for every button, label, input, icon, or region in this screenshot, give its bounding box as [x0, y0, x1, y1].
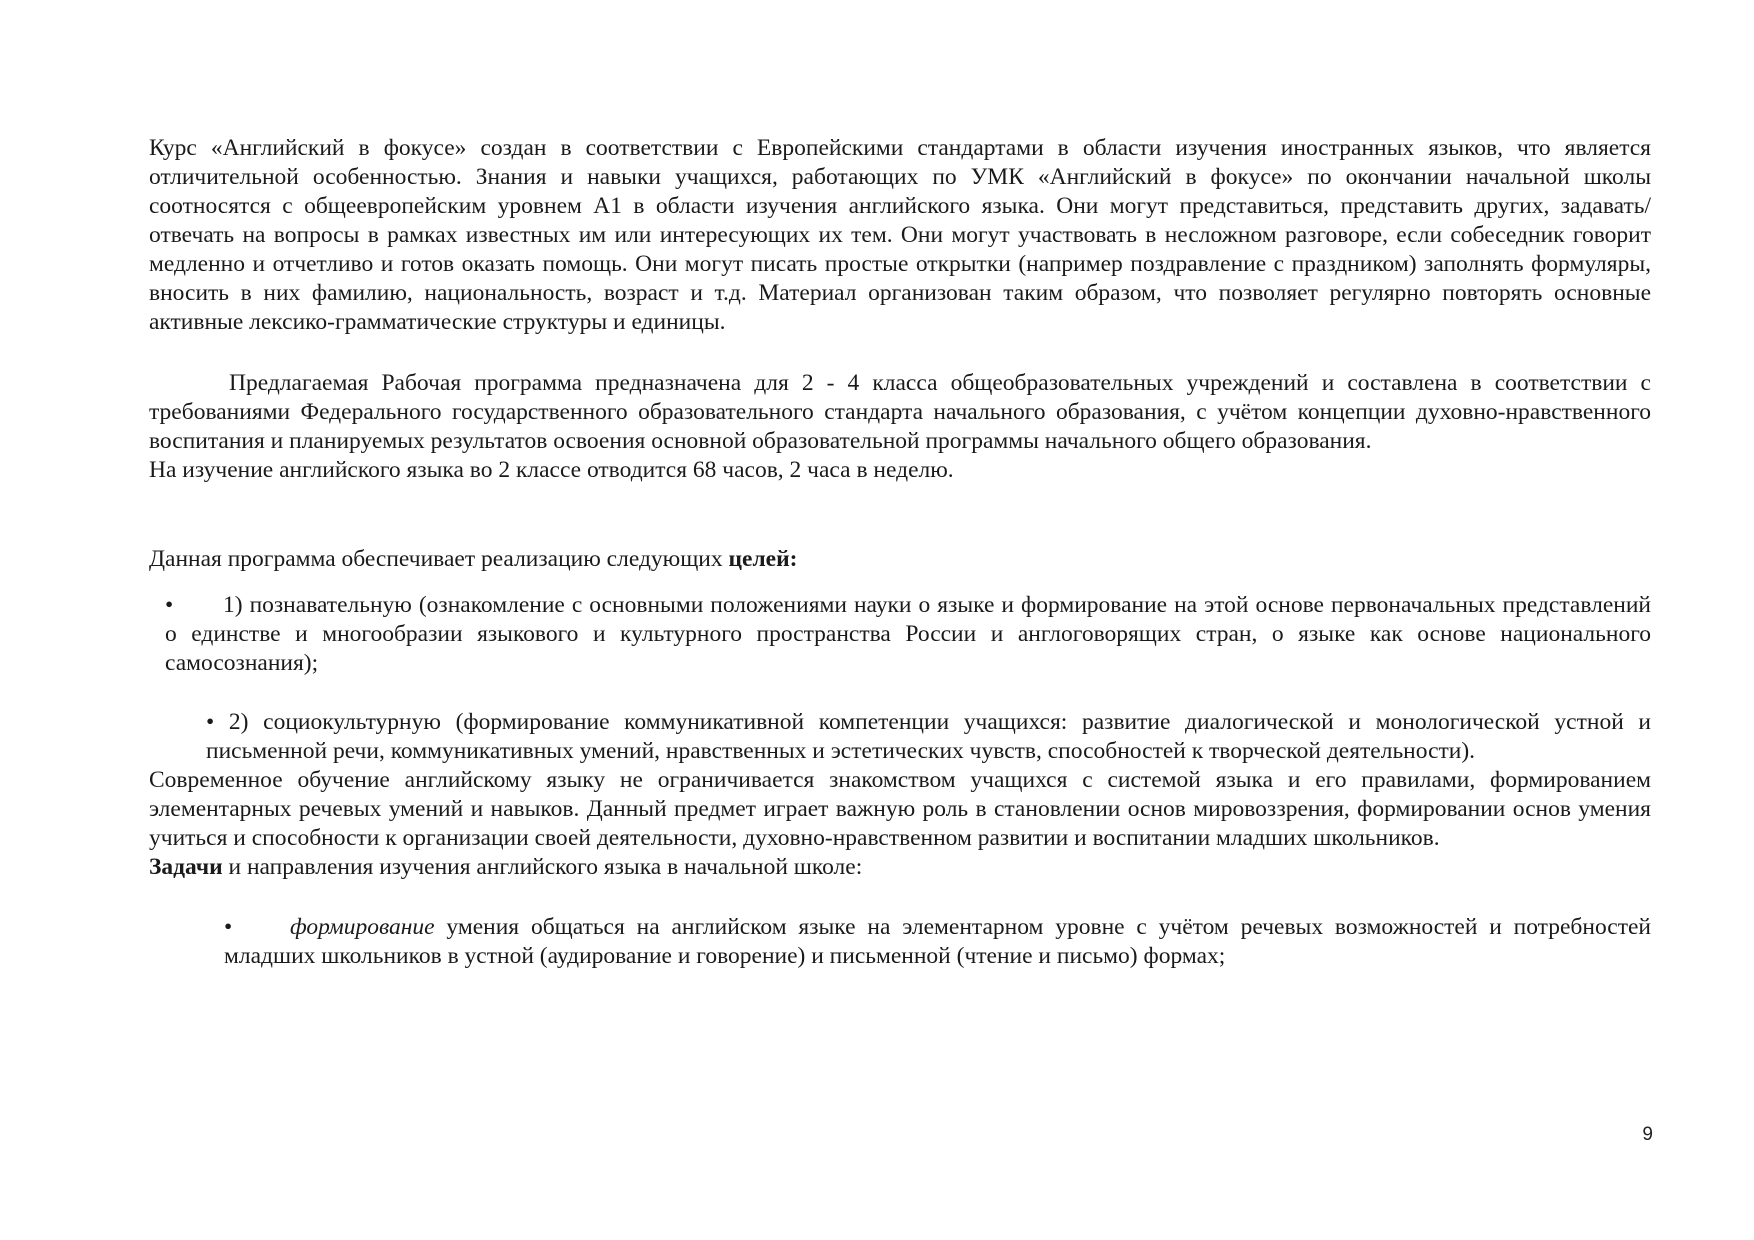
goal-item-1: • 1) познавательную (ознакомление с основными положениями науки о языке и формирование на этой основе первоначальных представлений о единстве и многообразии языкового и культурного пространства России и англоговорящих стран, о языке как основе национального самосознания); [165, 592, 1651, 676]
page-number: 9 [1642, 1124, 1653, 1145]
bullet-icon: • [224, 914, 233, 940]
paragraph-modern-teaching: Современное обучение английскому языку не ограничивается знакомством учащихся с системой языка и его правилами, формированием элементарных речевых умений и навыков. Данный предмет играет важную роль в становлении основ мировоззрения, формировании основ умения учиться и способности к организации своей деятельности, духовно-нравственном развитии и воспитании младших школьников. [149, 767, 1651, 851]
tasks-label: Задачи [149, 854, 223, 880]
goals-intro-text: Данная программа обеспечивает реализацию следующих [149, 546, 729, 572]
goal-1-content: 1) познавательную (ознакомление с основными положениями науки о языке и формирование на этой основе первоначальных представлений о единстве и многообразии языкового и культурного пространства России и англоговорящих стран, о языке как основе национального самосознания); [165, 592, 1651, 676]
goals-label: целей: [728, 546, 798, 572]
task-1-content: умения общаться на английском языке на элементарном уровне с учётом речевых возможностей и потребностей младших школьников в устной (аудирование и говорение) и письменной (чтение и письмо) формах; [224, 914, 1651, 969]
paragraph-hours: На изучение английского языка во 2 классе отводится 68 часов, 2 часа в неделю. [149, 457, 954, 483]
goal-2-content: 2) социокультурную (формирование коммуникативной компетенции учащихся: развитие диалогической и монологической устной и письменной речи, коммуникативных умений, нравственных и эстетических чувств, способностей к творческой деятельности). [206, 709, 1652, 764]
goal-item-2 [149, 708, 1651, 766]
paragraph-tasks-intro [149, 853, 1651, 882]
task-item-1 [149, 913, 1651, 971]
task-1-keyword: формирование [290, 914, 435, 940]
bullet-icon: • [206, 709, 215, 735]
paragraph-program-purpose: Предлагаемая Рабочая программа предназначена для 2 - 4 класса общеобразовательных учреждений и составлена в соответствии с требованиями Федерального государственного образовательного стандарта начального образования, с учётом концепции духовно-нравственного воспитания и планируемых результатов освоения основной образовательной программы начального общего образования. [149, 370, 1651, 454]
task-1-text [224, 913, 1651, 971]
paragraph-course-intro: Курс «Английский в фокусе» создан в соответствии с Европейскими стандартами в области изучения иностранных языков, что является отличительной особенностью. Знания и навыки учащихся, работающих по УМК «Английский в фокусе» по окончании начальной школы соотносятся с общеевропейским уровнем А1 в области изучения английского языка. Они могут представиться, представить других, задавать/отвечать на вопросы в рамках известных им или интересующих их тем. Они могут участвовать в несложном разговоре, если собеседник говорит медленно и отчетливо и готов оказать помощь. Они могут писать простые открытки (например поздравление с праздником) заполнять формуляры, вносить в них фамилию, национальность, возраст и т.д. Материал организован таким образом, что позволяет регулярно повторять основные активные лексико-грамматические структуры и единицы. [149, 135, 1651, 335]
goal-1-text [165, 591, 1651, 678]
tasks-intro-text: и направления изучения английского языка в начальной школе: [222, 854, 863, 880]
goal-2-text [206, 708, 1651, 766]
page-content [149, 134, 1651, 971]
paragraph-goals-intro [149, 545, 1651, 574]
